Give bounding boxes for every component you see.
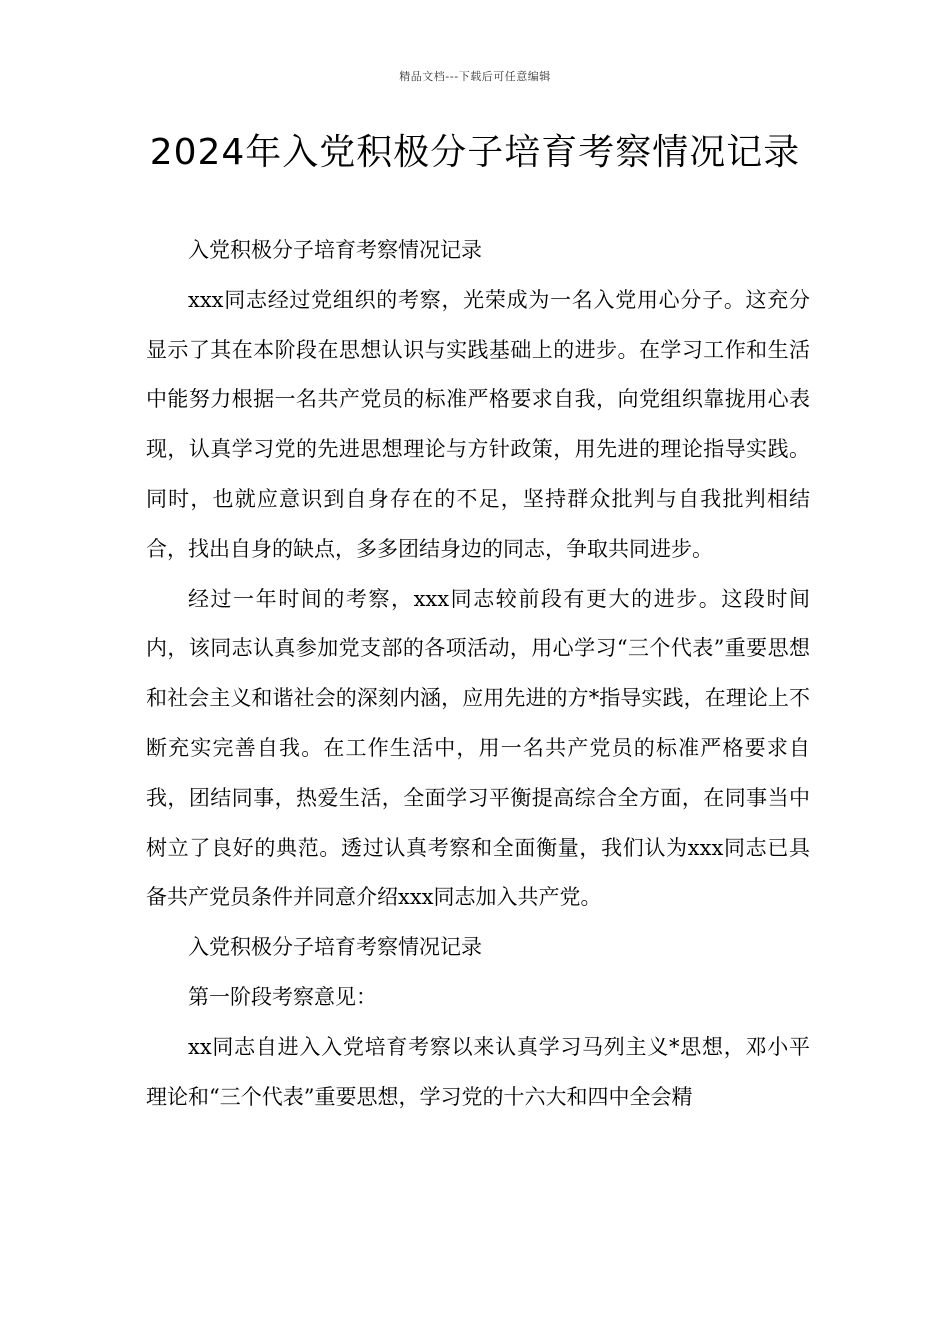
- paragraph: xx同志自进入入党培育考察以来认真学习马列主义*思想，邓小平理论和“三个代表”重要思想，学习党的十六大和四中全会精: [146, 1034, 810, 1109]
- paragraph-section-label: 第一阶段考察意见：: [188, 984, 377, 1009]
- paragraph: xxx同志经过党组织的考察，光荣成为一名入党用心分子。这充分显示了其在本阶段在思想认识与实践基础上的进步。在学习工作和生活中能努力根据一名共产党员的标准严格要求自我，向党组织靠拢用心表现，认真学习党的先进思想理论与方针政策，用先进的理论指导实践。同时，也就应意识到自身存在的不足，坚持群众批判与自我批判相结合，找出自身的缺点，多多团结身边的同志，争取共同进步。: [146, 287, 810, 561]
- header-note: 精品文档---下载后可任意编辑: [399, 70, 551, 83]
- paragraph: 经过一年时间的考察，xxx同志较前段有更大的进步。这段时间内，该同志认真参加党支部的各项活动，用心学习“三个代表”重要思想和社会主义和谐社会的深刻内涵，应用先进的方*指导实践，在理论上不断充实完善自我。在工作生活中，用一名共产党员的标准严格要求自我，团结同事，热爱生活，全面学习平衡提高综合全方面，在同事当中树立了良好的典范。透过认真考察和全面衡量，我们认为xxx同志已具备共产党员条件并同意介绍xxx同志加入共产党。: [146, 586, 810, 910]
- paragraph-subtitle: 入党积极分子培育考察情况记录: [188, 935, 482, 960]
- document-title: 2024年入党积极分子培育考察情况记录: [149, 132, 801, 173]
- document-body: [146, 226, 810, 1122]
- paragraph-subtitle: 入党积极分子培育考察情况记录: [188, 238, 482, 262]
